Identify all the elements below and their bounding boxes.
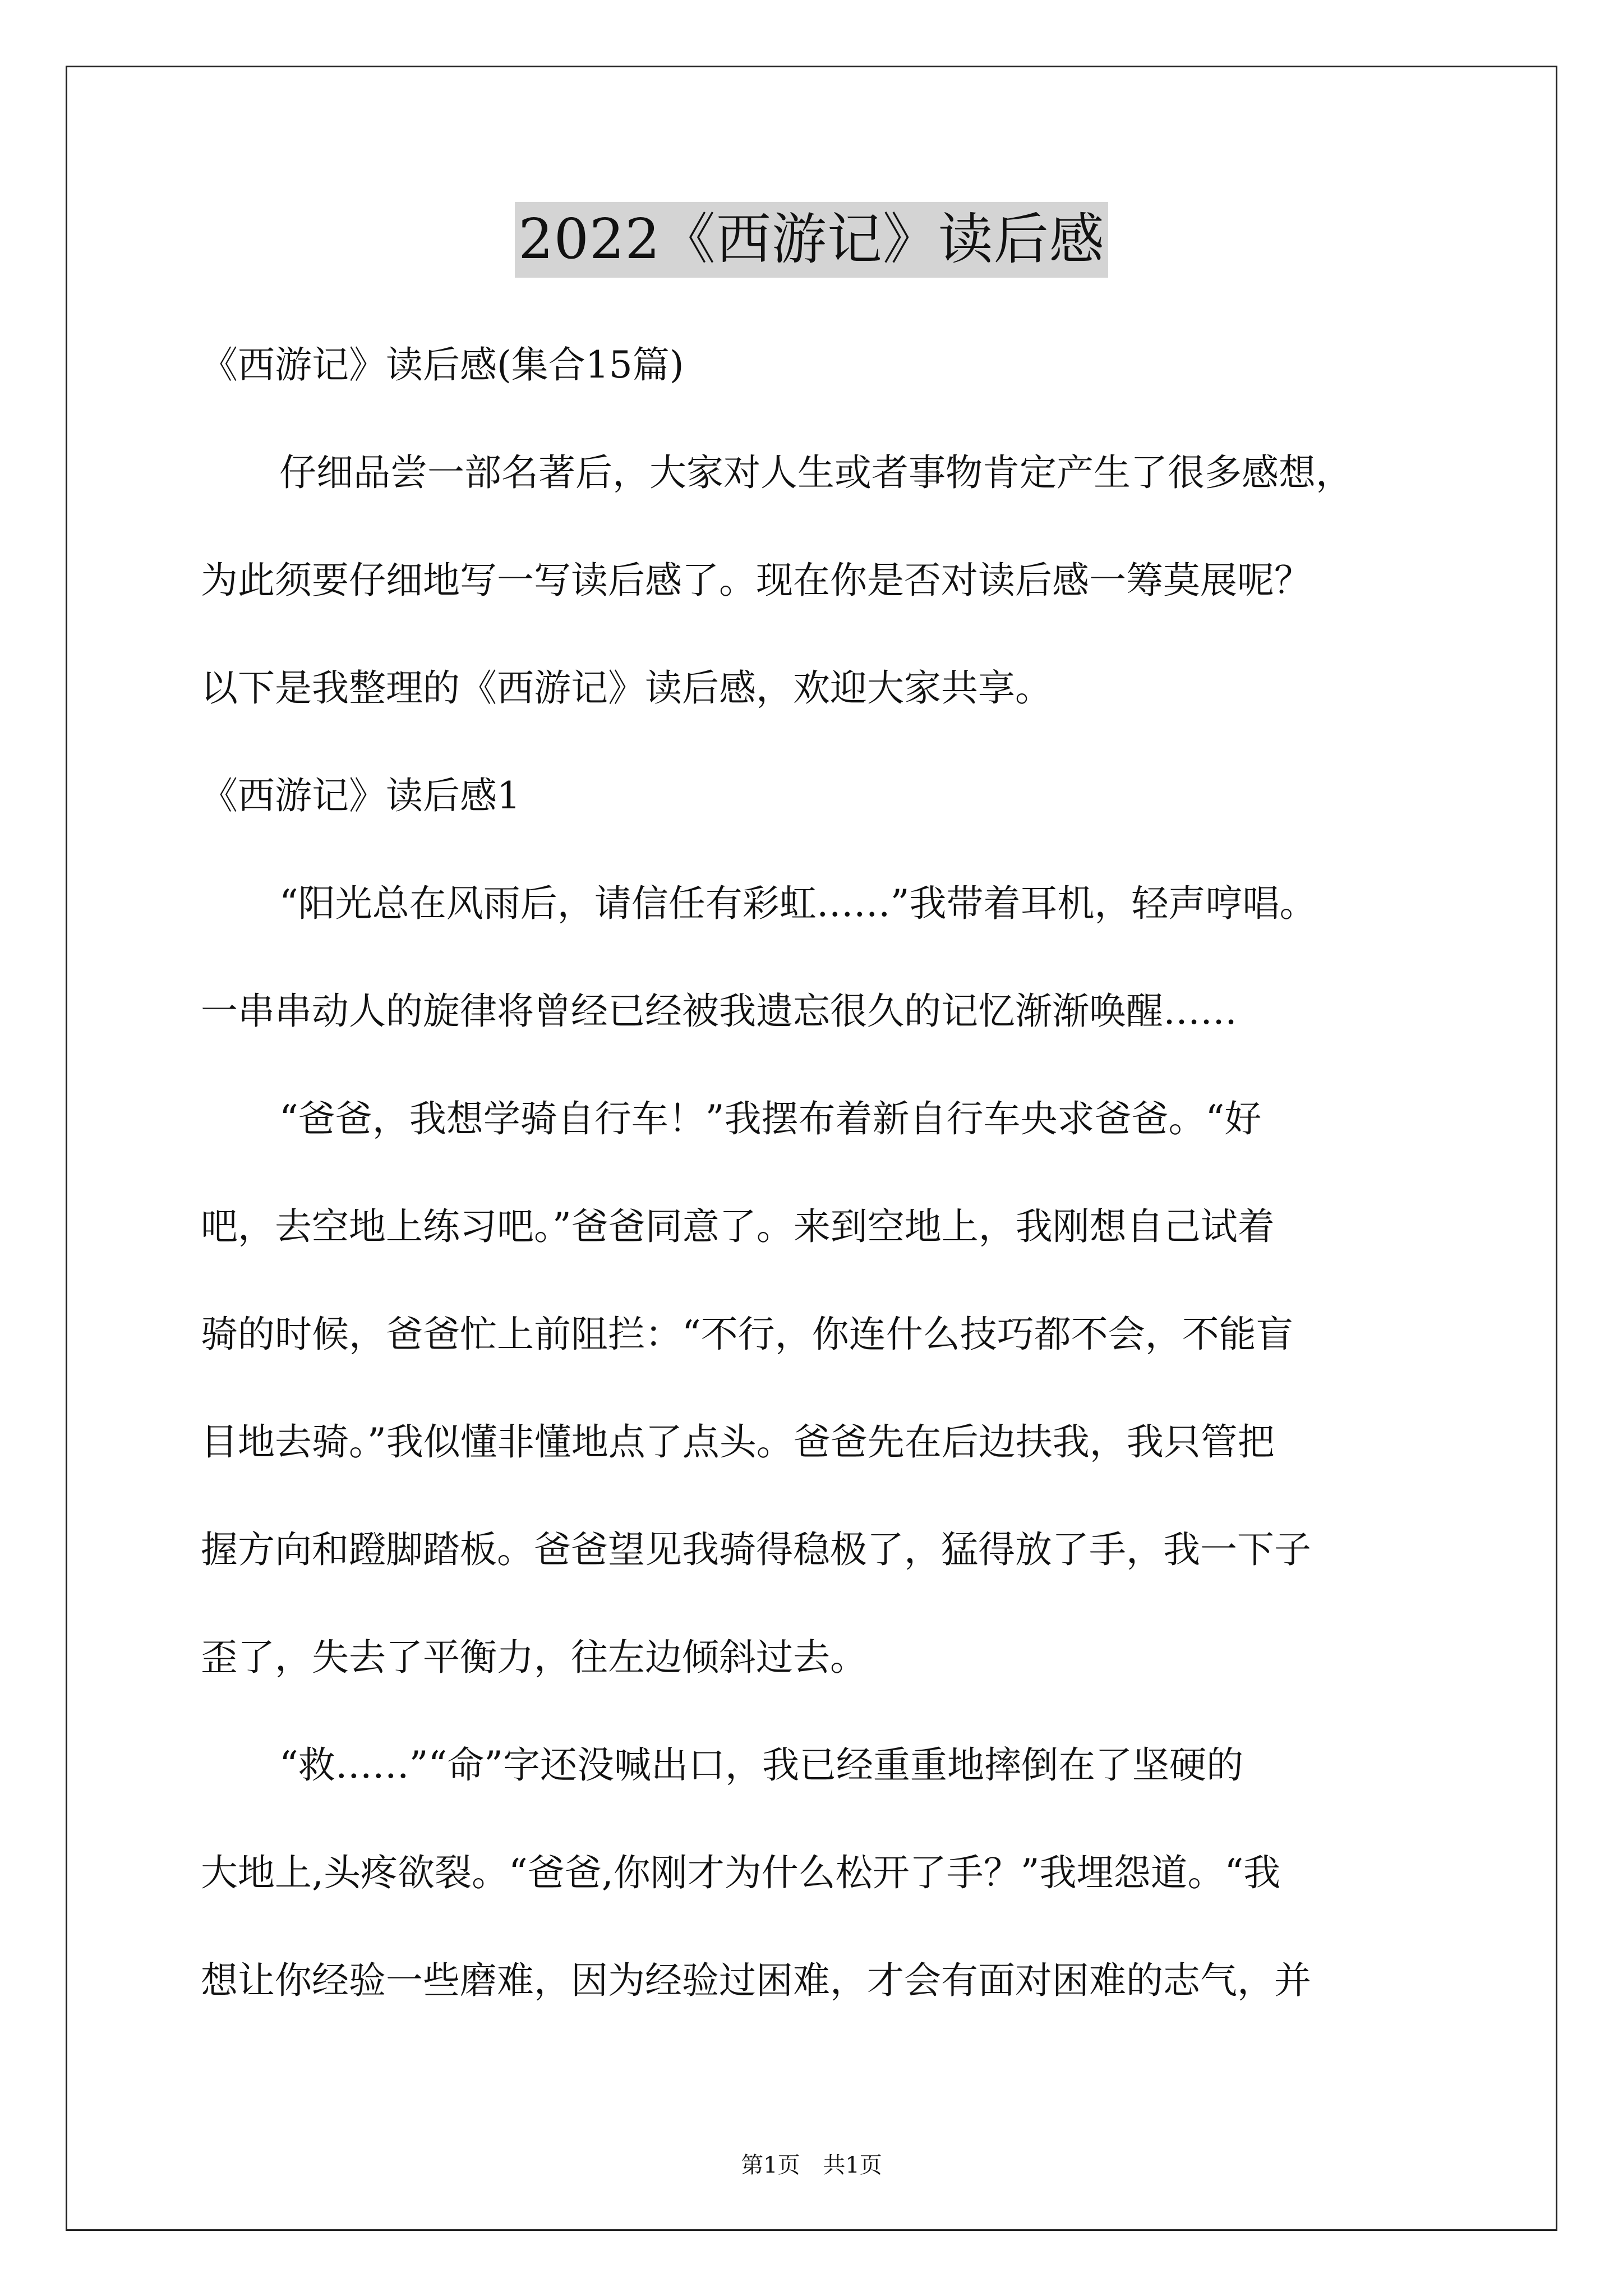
paragraph-line: 吧，去空地上练习吧。”爸爸同意了。来到空地上，我刚想自己试着 (201, 1205, 1275, 1248)
paragraph-line: “救……”“命”字还没喊出口，我已经重重地摔倒在了坚硬的 (279, 1743, 1243, 1787)
section-heading (201, 742, 1451, 850)
paragraph-line: 目地去骑。”我似懂非懂地点了点头。爸爸先在后边扶我，我只管把 (201, 1420, 1275, 1464)
paragraph-line: 仔细品尝一部名著后，大家对人生或者事物肯定产生了很多感想， (279, 451, 1353, 494)
paragraph-line: “阳光总在风雨后，请信任有彩虹……”我带着耳机，轻声哼唱。 (279, 882, 1317, 925)
section-heading-line: 《西游记》读后感1 (201, 774, 520, 817)
intro-paragraph (201, 419, 1451, 742)
paragraph-line: 想让你经验一些磨难，因为经验过困难，才会有面对困难的志气，并 (201, 1959, 1311, 2002)
body-paragraph-2 (201, 1065, 1451, 1711)
paragraph-line: 为此须要仔细地写一写读后感了。现在你是否对读后感一筹莫展呢？ (201, 559, 1311, 602)
body-paragraph-1 (201, 850, 1451, 1065)
paragraph-line: 歪了，失去了平衡力，往左边倾斜过去。 (201, 1636, 867, 1679)
paragraph-line: 一串串动人的旋律将曾经已经被我遗忘很久的记忆渐渐唤醒…… (201, 990, 1237, 1033)
document-body (201, 311, 1451, 2035)
body-paragraph-3 (201, 1711, 1451, 2035)
paragraph-line: 以下是我整理的《西游记》读后感，欢迎大家共享。 (201, 666, 1052, 710)
subtitle (201, 311, 1451, 419)
document-title: 2022《西游记》读后感 (515, 202, 1108, 278)
page-number: 第1页 (741, 2152, 800, 2178)
paragraph-line: 骑的时候，爸爸忙上前阻拦：“不行，你连什么技巧都不会，不能盲 (201, 1313, 1293, 1356)
page-total: 共1页 (823, 2152, 882, 2178)
paragraph-line: “爸爸，我想学骑自行车！”我摆布着新自行车央求爸爸。“好 (279, 1097, 1262, 1140)
title-container (0, 202, 1623, 278)
paragraph-line: 握方向和蹬脚踏板。爸爸望见我骑得稳极了，猛得放了手，我一下子 (201, 1528, 1311, 1571)
paragraph-line: 大地上,头疼欲裂。“爸爸,你刚才为什么松开了手？”我埋怨道。“我 (201, 1851, 1281, 1894)
subtitle-line: 《西游记》读后感(集合15篇) (201, 343, 684, 386)
page-footer (0, 2148, 1623, 2182)
